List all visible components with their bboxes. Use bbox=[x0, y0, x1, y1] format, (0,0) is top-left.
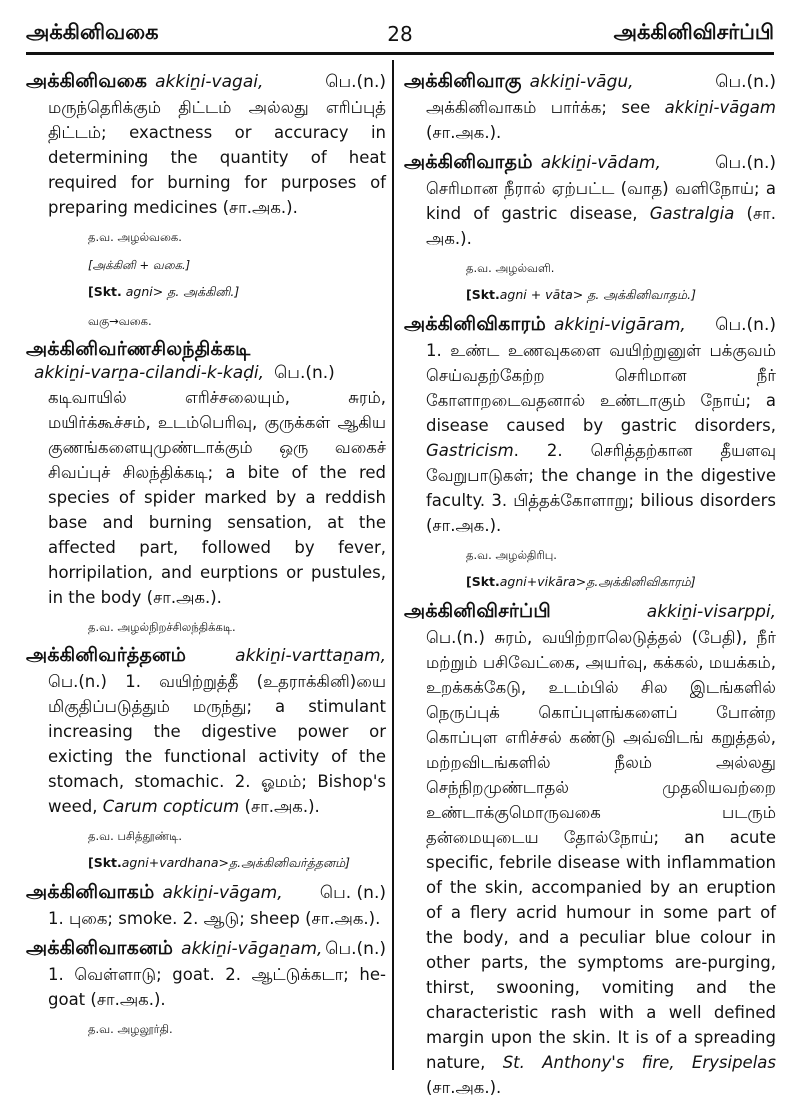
definition-text: செரிமான நீரால் ஏற்பட்ட (வாத) வளிநோய்; a kind of gastric disease, bbox=[426, 179, 776, 223]
part-of-speech: பெ.(n.) bbox=[274, 363, 335, 383]
left-column bbox=[26, 70, 386, 1046]
tamil-equivalent: த.வ. அழலூர்தி. bbox=[88, 1022, 173, 1036]
headword: அக்கினிவர்ணசிலந்திக்கடி bbox=[26, 338, 251, 360]
definition: 1. புகை; smoke. 2. ஆடு; sheep (சா.அக.). bbox=[48, 909, 381, 928]
entry bbox=[26, 881, 386, 931]
transliteration: akkiṉi-varṉa-cilandi-k-kaḍi, bbox=[34, 363, 265, 383]
definition-text: 1. உண்ட உணவுகளை வயிற்றுனுள் பக்குவம் செய்வதற்கேற்ற செரிமான நீர் கோளாறடைவதனால் உண்டாகும் நோய்; a disease caused by gastric disorders, bbox=[426, 341, 776, 435]
headword: அக்கினிவிசர்ப்பி bbox=[404, 600, 551, 622]
transliteration: akkiṉi-vigāram, bbox=[553, 315, 686, 335]
header-right-guideword: அக்கினிவிசர்ப்பி bbox=[613, 20, 774, 44]
part-of-speech: பெ.(n.) bbox=[325, 939, 386, 959]
tamil-equivalent: த.வ. அழல்நிறச்சிலந்திக்கடி. bbox=[88, 620, 236, 634]
root-note: வகு→வகை. bbox=[88, 314, 152, 328]
entry bbox=[404, 600, 776, 1100]
definition: மருந்தெரிக்கும் திட்டம் அல்லது எரிப்புத் திட்டம்; exactness or accuracy in determining the quantity of heat required for burning for purposes of preparing medicines (சா.அக.). bbox=[48, 98, 386, 217]
definition-text: அக்கினிவாகம் பார்க்க; see bbox=[426, 98, 665, 117]
part-of-speech: பெ.(n.) bbox=[715, 315, 776, 335]
headword: அக்கினிவிகாரம் bbox=[404, 313, 546, 335]
header-rule bbox=[26, 52, 774, 55]
transliteration: akkiṉi-visarppi, bbox=[646, 602, 776, 622]
skt-derivation: agni + vāta> த. அக்கினிவாதம்.] bbox=[499, 287, 696, 302]
running-header bbox=[26, 14, 774, 54]
part-of-speech: பெ.(n.) bbox=[715, 72, 776, 92]
skt-derivation: agni> த. அக்கினி.] bbox=[121, 284, 240, 299]
sanskrit-etymology bbox=[26, 851, 386, 875]
page-number: 28 bbox=[387, 22, 413, 46]
tamil-equivalent: த.வ. பசித்தூண்டி. bbox=[88, 829, 183, 843]
headword: அக்கினிவாகு bbox=[404, 70, 522, 92]
sanskrit-etymology bbox=[26, 280, 386, 304]
part-of-speech: பெ.(n.) bbox=[715, 153, 776, 173]
entry bbox=[26, 338, 386, 638]
scientific-name: Gastricism bbox=[426, 441, 514, 460]
column-divider bbox=[392, 60, 394, 1070]
etymology: [அக்கினி + வகை.] bbox=[88, 258, 191, 272]
sanskrit-etymology bbox=[404, 570, 776, 594]
headword: அக்கினிவாகம் bbox=[26, 881, 155, 903]
right-column bbox=[404, 70, 776, 1106]
headword: அக்கினிவாகனம் bbox=[26, 937, 174, 959]
entry bbox=[404, 313, 776, 594]
skt-label: [Skt. bbox=[466, 287, 500, 302]
definition bbox=[404, 176, 776, 251]
transliteration: akkiṉi-vāgaṉam, bbox=[181, 939, 323, 959]
headword: அக்கினிவாதம் bbox=[404, 151, 533, 173]
transliteration: akkiṉi-vagai, bbox=[155, 72, 264, 92]
definition: 1. வெள்ளாடு; goat. 2. ஆட்டுக்கடா; he-goat (சா.அக.). bbox=[48, 965, 386, 1009]
tamil-equivalent: த.வ. அழல்திரிபு. bbox=[466, 548, 557, 562]
part-of-speech: பெ. (n.) bbox=[319, 883, 386, 903]
definition-text: பெ.(n.) சுரம், வயிற்றாலெடுத்தல் (பேதி), நீர் மற்றும் பசிவேட்கை, அயர்வு, கக்கல், மயக்கம், உறக்கக்கேடு, உடம்பில் சில இடங்களில் நெருப்புக் கொப்புளங்களைப் போன்ற கொப்புள எரிச்சல் கண்டு அவ்விடங் கறுத்தல், மற்றவிடங்களில் நீலம் அல்லது செந்நிறமுண்டாதல் முதலியவற்றை உண்டாக்குமொருவகை படரும் தன்மையுடைய தோல்நோய்; an acute specific, febrile disease with inflammation of the skin, accompanied by an eruption of a flery acrid humour in some part of the body, and a peculiar blue colour in other parts, the symptoms are-purging, thirst, swooning, vomiting and the characteristic rash with a well defined margin upon the skin. It is of a spreading nature, bbox=[426, 628, 776, 1072]
definition bbox=[404, 338, 776, 538]
source-ref: (சா. அக.). bbox=[426, 204, 776, 248]
skt-label: [Skt. bbox=[466, 574, 500, 589]
skt-label: [Skt. bbox=[88, 284, 122, 299]
definition bbox=[404, 625, 776, 1100]
definition: கடிவாயில் எரிச்சலையும், சுரம், மயிர்க்கூச்சம், உடம்பெரிவு, குருக்கள் ஆகிய குணங்களையுமுண்டாக்கும் ஒரு வகைச் சிவப்புச் சிலந்திக்கடி; a bite of the red species of spider marked by a reddish base and burning sensation, at the affected part, followed by fever, horripilation, and eurptions or pustules, in the body (சா.அக.). bbox=[48, 388, 386, 607]
transliteration: akkiṉi-varttaṉam, bbox=[235, 646, 386, 666]
skt-derivation: agni+vikāra>த.அக்கினிவிகாரம்] bbox=[499, 574, 696, 589]
scientific-name: St. Anthony's fire, Erysipelas bbox=[502, 1053, 776, 1072]
source-ref: (சா.அக.). bbox=[426, 1078, 502, 1097]
definition-text: பெ.(n.) 1. வயிற்றுத்தீ (உதராக்கினி)யை மிகுதிப்படுத்தும் மருந்து; a stimulant increasing the digestive power or exicting the functional activity of the stomach, stomachic. 2. ஓமம்; Bishop's weed, bbox=[48, 672, 386, 816]
entry bbox=[26, 644, 386, 875]
header-left-guideword: அக்கினிவகை bbox=[26, 20, 159, 44]
skt-label: [Skt. bbox=[88, 855, 122, 870]
source-ref: (சா.அக.). bbox=[426, 123, 502, 142]
headword: அக்கினிவர்த்தனம் bbox=[26, 644, 187, 666]
sanskrit-etymology bbox=[404, 283, 776, 307]
transliteration: akkiṉi-vādam, bbox=[540, 153, 661, 173]
transliteration: akkiṉi-vāgam, bbox=[162, 883, 283, 903]
definition-text-continued: . 2. செரித்தற்கான தீயளவு வேறுபாடுகள்; the change in the digestive faculty. 3. பித்தக்கோளாறு; bilious disorders (சா.அக.). bbox=[426, 441, 776, 535]
tamil-equivalent: த.வ. அழல்வளி. bbox=[466, 261, 555, 275]
entry bbox=[404, 70, 776, 145]
entry bbox=[26, 70, 386, 332]
skt-derivation: agni+vardhana>த.அக்கினிவர்த்தனம்] bbox=[121, 855, 351, 870]
part-of-speech: பெ.(n.) bbox=[325, 72, 386, 92]
cross-reference: akkiṉi-vāgam bbox=[664, 98, 776, 117]
headword: அக்கினிவகை bbox=[26, 70, 148, 92]
scientific-name: Gastralgia bbox=[649, 204, 735, 223]
entry bbox=[404, 151, 776, 307]
source-ref: (சா.அக.). bbox=[239, 797, 320, 816]
definition bbox=[26, 669, 386, 819]
definition bbox=[404, 95, 776, 145]
transliteration: akkiṉi-vāgu, bbox=[529, 72, 634, 92]
entry bbox=[26, 937, 386, 1040]
scientific-name: Carum copticum bbox=[102, 797, 240, 816]
tamil-equivalent: த.வ. அழல்வகை. bbox=[88, 230, 182, 244]
